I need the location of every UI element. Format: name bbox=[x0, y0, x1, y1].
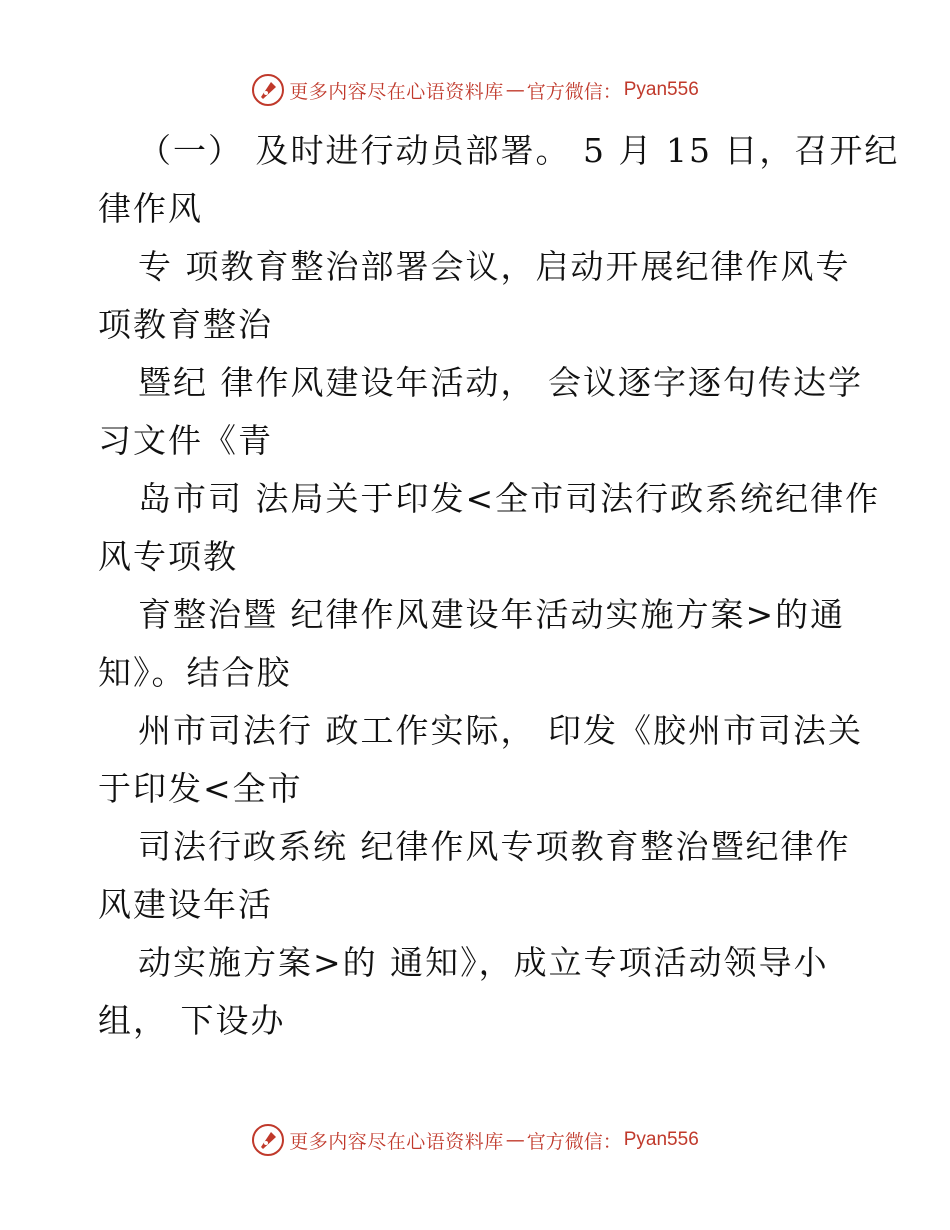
watermark-dash: — bbox=[505, 79, 525, 101]
watermark-header bbox=[0, 70, 950, 110]
body-line: 项教育整治 bbox=[98, 305, 273, 344]
body-line: 习文件《青 bbox=[98, 421, 273, 460]
watermark-site-text: 更多内容尽在心语资料库 bbox=[289, 1130, 504, 1153]
watermark-wechat-id: Pyan556 bbox=[623, 1129, 699, 1150]
body-line: 暨纪 律作风建设年活动， 会议逐字逐句传达学 bbox=[138, 363, 863, 402]
watermark-site-text: 更多内容尽在心语资料库 bbox=[289, 80, 504, 103]
body-line: 组， 下设办 bbox=[98, 1001, 286, 1040]
body-line: 岛市司 法局关于印发<全市司法行政系统纪律作 bbox=[138, 479, 881, 518]
watermark-wechat-label: 官方微信： bbox=[526, 1130, 622, 1153]
watermark-wechat-id: Pyan556 bbox=[623, 79, 699, 100]
body-line: 动实施方案>的 通知》，成立专项活动领导小 bbox=[138, 943, 829, 982]
body-line: 知》。结合胶 bbox=[98, 653, 292, 692]
body-line: 律作风 bbox=[98, 189, 203, 228]
body-line: 于印发<全市 bbox=[98, 769, 303, 808]
body-line: 司法行政系统 纪律作风专项教育整治暨纪律作 bbox=[138, 827, 851, 866]
document-body bbox=[98, 122, 900, 1050]
body-line: 风专项教 bbox=[98, 537, 238, 576]
body-line: 州市司法行 政工作实际， 印发《胶州市司法关 bbox=[138, 711, 863, 750]
body-line: 专 项教育整治部署会议，启动开展纪律作风专 bbox=[138, 247, 851, 286]
pen-nib-circle-icon bbox=[251, 73, 285, 107]
watermark-wechat-label: 官方微信： bbox=[526, 80, 622, 103]
pen-nib-circle-icon bbox=[251, 1123, 285, 1157]
body-line: （一） 及时进行动员部署。 5 月 15 日，召开纪 bbox=[138, 131, 900, 170]
body-line: 风建设年活 bbox=[98, 885, 273, 924]
body-line: 育整治暨 纪律作风建设年活动实施方案>的通 bbox=[138, 595, 846, 634]
watermark-dash: — bbox=[505, 1129, 525, 1151]
watermark-footer bbox=[0, 1120, 950, 1160]
